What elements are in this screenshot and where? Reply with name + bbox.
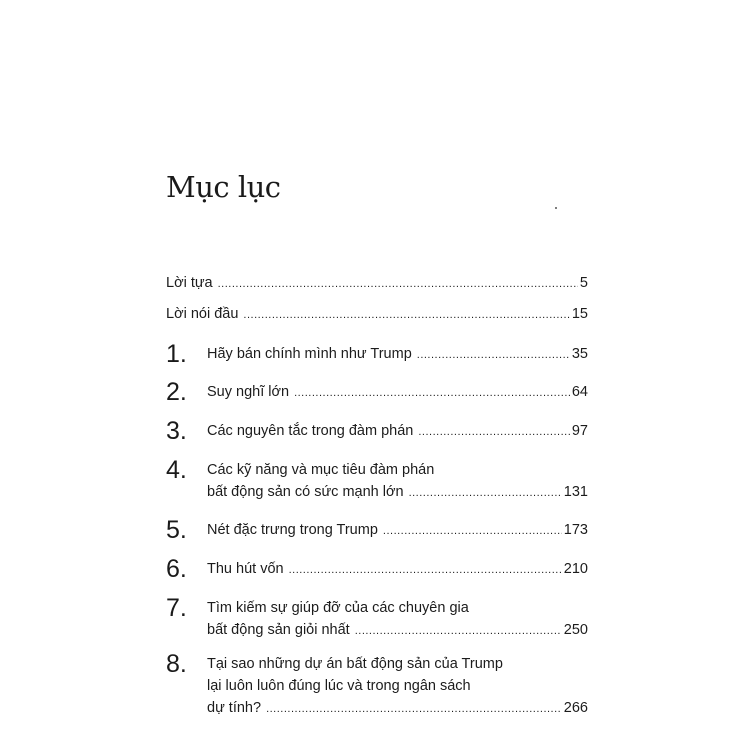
toc-leader-line bbox=[207, 343, 588, 365]
chapter-number: 5. bbox=[166, 516, 187, 544]
chapter-number: 2. bbox=[166, 378, 187, 406]
toc-page-number: 15 bbox=[571, 306, 588, 322]
toc-entry-label: Tìm kiếm sự giúp đỡ của các chuyên gia bbox=[207, 600, 469, 616]
toc-leader-line bbox=[207, 420, 588, 442]
toc-leader-line bbox=[207, 381, 588, 403]
dot-leader bbox=[289, 559, 562, 581]
toc-page-number: 210 bbox=[563, 561, 588, 577]
toc-entry-label: lại luôn luôn đúng lúc và trong ngân sách bbox=[207, 678, 471, 694]
dot-leader bbox=[218, 273, 578, 295]
toc-leader-line bbox=[166, 272, 588, 294]
toc-leader-line bbox=[207, 619, 588, 641]
chapter-number: 1. bbox=[166, 340, 187, 368]
toc-entry-text bbox=[166, 303, 588, 325]
toc-entry-label: bất động sản giỏi nhất bbox=[207, 622, 350, 638]
dot-leader bbox=[355, 620, 562, 642]
toc-page-number: 5 bbox=[579, 275, 588, 291]
print-speck bbox=[555, 207, 557, 209]
chapter-number: 6. bbox=[166, 555, 187, 583]
toc-entry-label: Nét đặc trưng trong Trump bbox=[207, 522, 378, 538]
toc-entry-text bbox=[207, 558, 588, 580]
toc-leader-line bbox=[207, 558, 588, 580]
toc-leader-line bbox=[166, 303, 588, 325]
toc-title: Mục lục bbox=[166, 170, 281, 204]
dot-leader bbox=[294, 382, 570, 404]
dot-leader bbox=[266, 698, 562, 720]
toc-entry-text bbox=[207, 459, 588, 503]
dot-leader bbox=[409, 482, 562, 504]
toc-page-number: 266 bbox=[563, 700, 588, 716]
toc-leader-line bbox=[207, 519, 588, 541]
toc-entry-label: Thu hút vốn bbox=[207, 561, 284, 577]
chapter-number: 7. bbox=[166, 594, 187, 622]
toc-page-number: 97 bbox=[571, 423, 588, 439]
dot-leader bbox=[243, 304, 569, 326]
chapter-number: 8. bbox=[166, 650, 187, 678]
toc-entry-text bbox=[207, 420, 588, 442]
dot-leader bbox=[418, 421, 570, 443]
toc-entry-label: Lời nói đầu bbox=[166, 306, 239, 322]
chapter-number: 3. bbox=[166, 417, 187, 445]
toc-page-number: 250 bbox=[563, 622, 588, 638]
toc-entry-label: Tại sao những dự án bất động sản của Trump bbox=[207, 656, 503, 672]
toc-leader-line bbox=[207, 481, 588, 503]
toc-page-number: 173 bbox=[563, 522, 588, 538]
dot-leader bbox=[383, 520, 562, 542]
toc-entry-label: Các kỹ năng và mục tiêu đàm phán bbox=[207, 462, 435, 478]
dot-leader bbox=[417, 344, 570, 366]
toc-entry-text bbox=[207, 653, 588, 719]
chapter-number: 4. bbox=[166, 456, 187, 484]
toc-entry-text bbox=[207, 597, 588, 641]
toc-page-number: 35 bbox=[571, 346, 588, 362]
toc-entry-label: Hãy bán chính mình như Trump bbox=[207, 346, 412, 362]
toc-page-number: 131 bbox=[563, 484, 588, 500]
toc-entry-label: Lời tựa bbox=[166, 275, 213, 291]
toc-entry-label: bất động sản có sức mạnh lớn bbox=[207, 484, 404, 500]
toc-entry-label: Suy nghĩ lớn bbox=[207, 384, 290, 400]
toc-entry-text bbox=[166, 272, 588, 294]
toc-entry-label: dự tính? bbox=[207, 700, 262, 716]
toc-page-number: 64 bbox=[571, 384, 588, 400]
toc-entry-text bbox=[207, 519, 588, 541]
toc-entry-text bbox=[207, 381, 588, 403]
toc-entry-label: Các nguyên tắc trong đàm phán bbox=[207, 423, 414, 439]
toc-entry-text bbox=[207, 343, 588, 365]
toc-leader-line bbox=[207, 697, 588, 719]
